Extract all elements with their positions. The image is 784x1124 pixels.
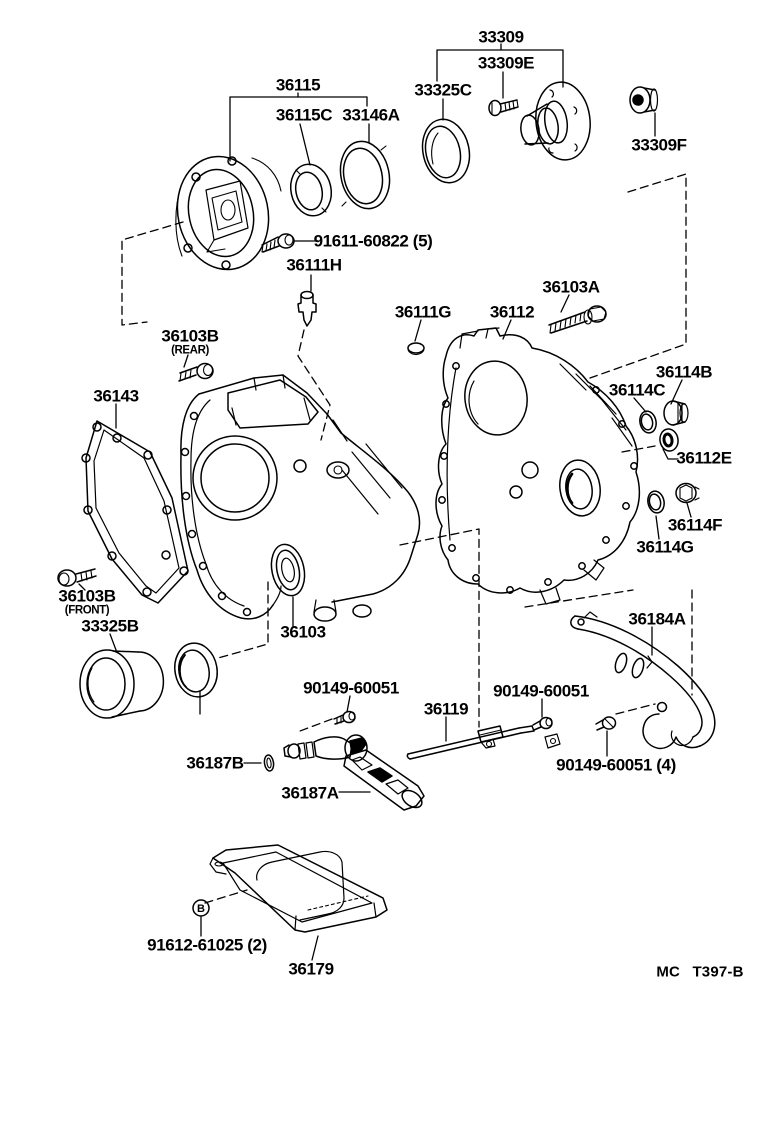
o-ring-36187b-drawing (263, 754, 274, 771)
bolt-36103b-front-drawing (58, 569, 96, 586)
part-label-36103b-rear (161, 327, 218, 357)
bolt-36103a-drawing (549, 306, 606, 333)
part-label-36187b: 36187B (186, 753, 244, 773)
ring-33325c-drawing (417, 115, 475, 187)
part-label-36115c: 36115C (275, 105, 333, 125)
oil-pan-36179-drawing (210, 845, 387, 932)
part-label-36115: 36115 (275, 75, 321, 95)
bolt-b-marker-text: B (197, 903, 205, 915)
part-label-33325b: 33325B (81, 616, 139, 636)
ring-33146a-drawing (334, 137, 395, 213)
ring-36114g-drawing (646, 490, 666, 515)
part-label-36187a: 36187A (281, 783, 339, 803)
gasket-36143-drawing (82, 421, 188, 603)
part-label-36114c: 36114C (608, 380, 666, 400)
part-label-36112: 36112 (489, 302, 535, 322)
part-label-90149-60051-a: 90149-60051 (303, 678, 399, 698)
plug-36114b-drawing (664, 401, 688, 425)
part-label-36111g: 36111G (394, 302, 452, 322)
plug-36114f-drawing (676, 484, 699, 503)
part-label-36143: 36143 (93, 386, 139, 406)
part-label-36111h: 36111H (286, 255, 342, 275)
part-label-36103: 36103 (280, 622, 326, 642)
bushing-33325b-drawing (80, 650, 163, 718)
part-label-33146a: 33146A (342, 105, 400, 125)
part-label-36114b: 36114B (655, 362, 713, 382)
alignment-dashed-lines (122, 174, 692, 903)
part-label-90149-60051-b: 90149-60051 (493, 681, 589, 701)
ring-36114c-drawing (638, 410, 658, 435)
part-number-qualifier: (REAR) (171, 344, 209, 357)
part-label-33325c: 33325C (414, 80, 472, 100)
part-number: 36103B (161, 326, 219, 346)
shift-rod-36119-drawing (407, 726, 534, 759)
part-number: 36103B (58, 586, 116, 606)
part-number-qualifier: (FRONT) (64, 604, 110, 617)
part-label-36179: 36179 (288, 959, 334, 979)
oil-seal-36104a-drawing (171, 640, 222, 700)
leader-lines (79, 44, 694, 960)
rear-retainer-36115-drawing (167, 148, 281, 278)
part-label-33309e: 33309E (477, 53, 535, 73)
breather-plug-36111h-drawing (298, 292, 316, 327)
part-label-90149-60051-4: 90149-60051 (4) (556, 755, 676, 775)
bolt-91612-61025-marker (193, 900, 209, 916)
plug-36111g-drawing (408, 343, 424, 355)
part-label-33309: 33309 (478, 27, 524, 47)
companion-flange-33309-drawing (519, 79, 594, 162)
part-label-33309f: 33309F (631, 135, 687, 155)
cover-36184a-drawing (571, 609, 715, 748)
part-label-91611-60822: 91611-60822 (5) (313, 231, 433, 251)
screw-90149-60051-left-drawing (334, 712, 355, 725)
part-label-36114f: 36114F (667, 515, 723, 535)
screw-90149-60051-4-drawing (596, 717, 616, 730)
part-label-36103a: 36103A (542, 277, 600, 297)
part-label-91612-61025: 91612-61025 (2) (147, 935, 267, 955)
part-label-36103b-front (58, 587, 115, 617)
bolt-33309e-drawing (489, 100, 518, 116)
oil-seal-36115c-drawing (286, 160, 336, 219)
part-label-36119: 36119 (423, 699, 469, 719)
part-label-36114g: 36114G (636, 537, 694, 557)
part-label-36112e: 36112E (676, 448, 732, 468)
part-label-36184a: 36184A (628, 609, 686, 629)
screw-90149-60051-right-drawing (533, 718, 560, 749)
front-case-36103-drawing (181, 375, 420, 621)
diagram-code: MC T397-B (656, 963, 744, 981)
transfer-case-36112-drawing (436, 328, 639, 604)
plug-33309f-drawing (630, 87, 658, 113)
